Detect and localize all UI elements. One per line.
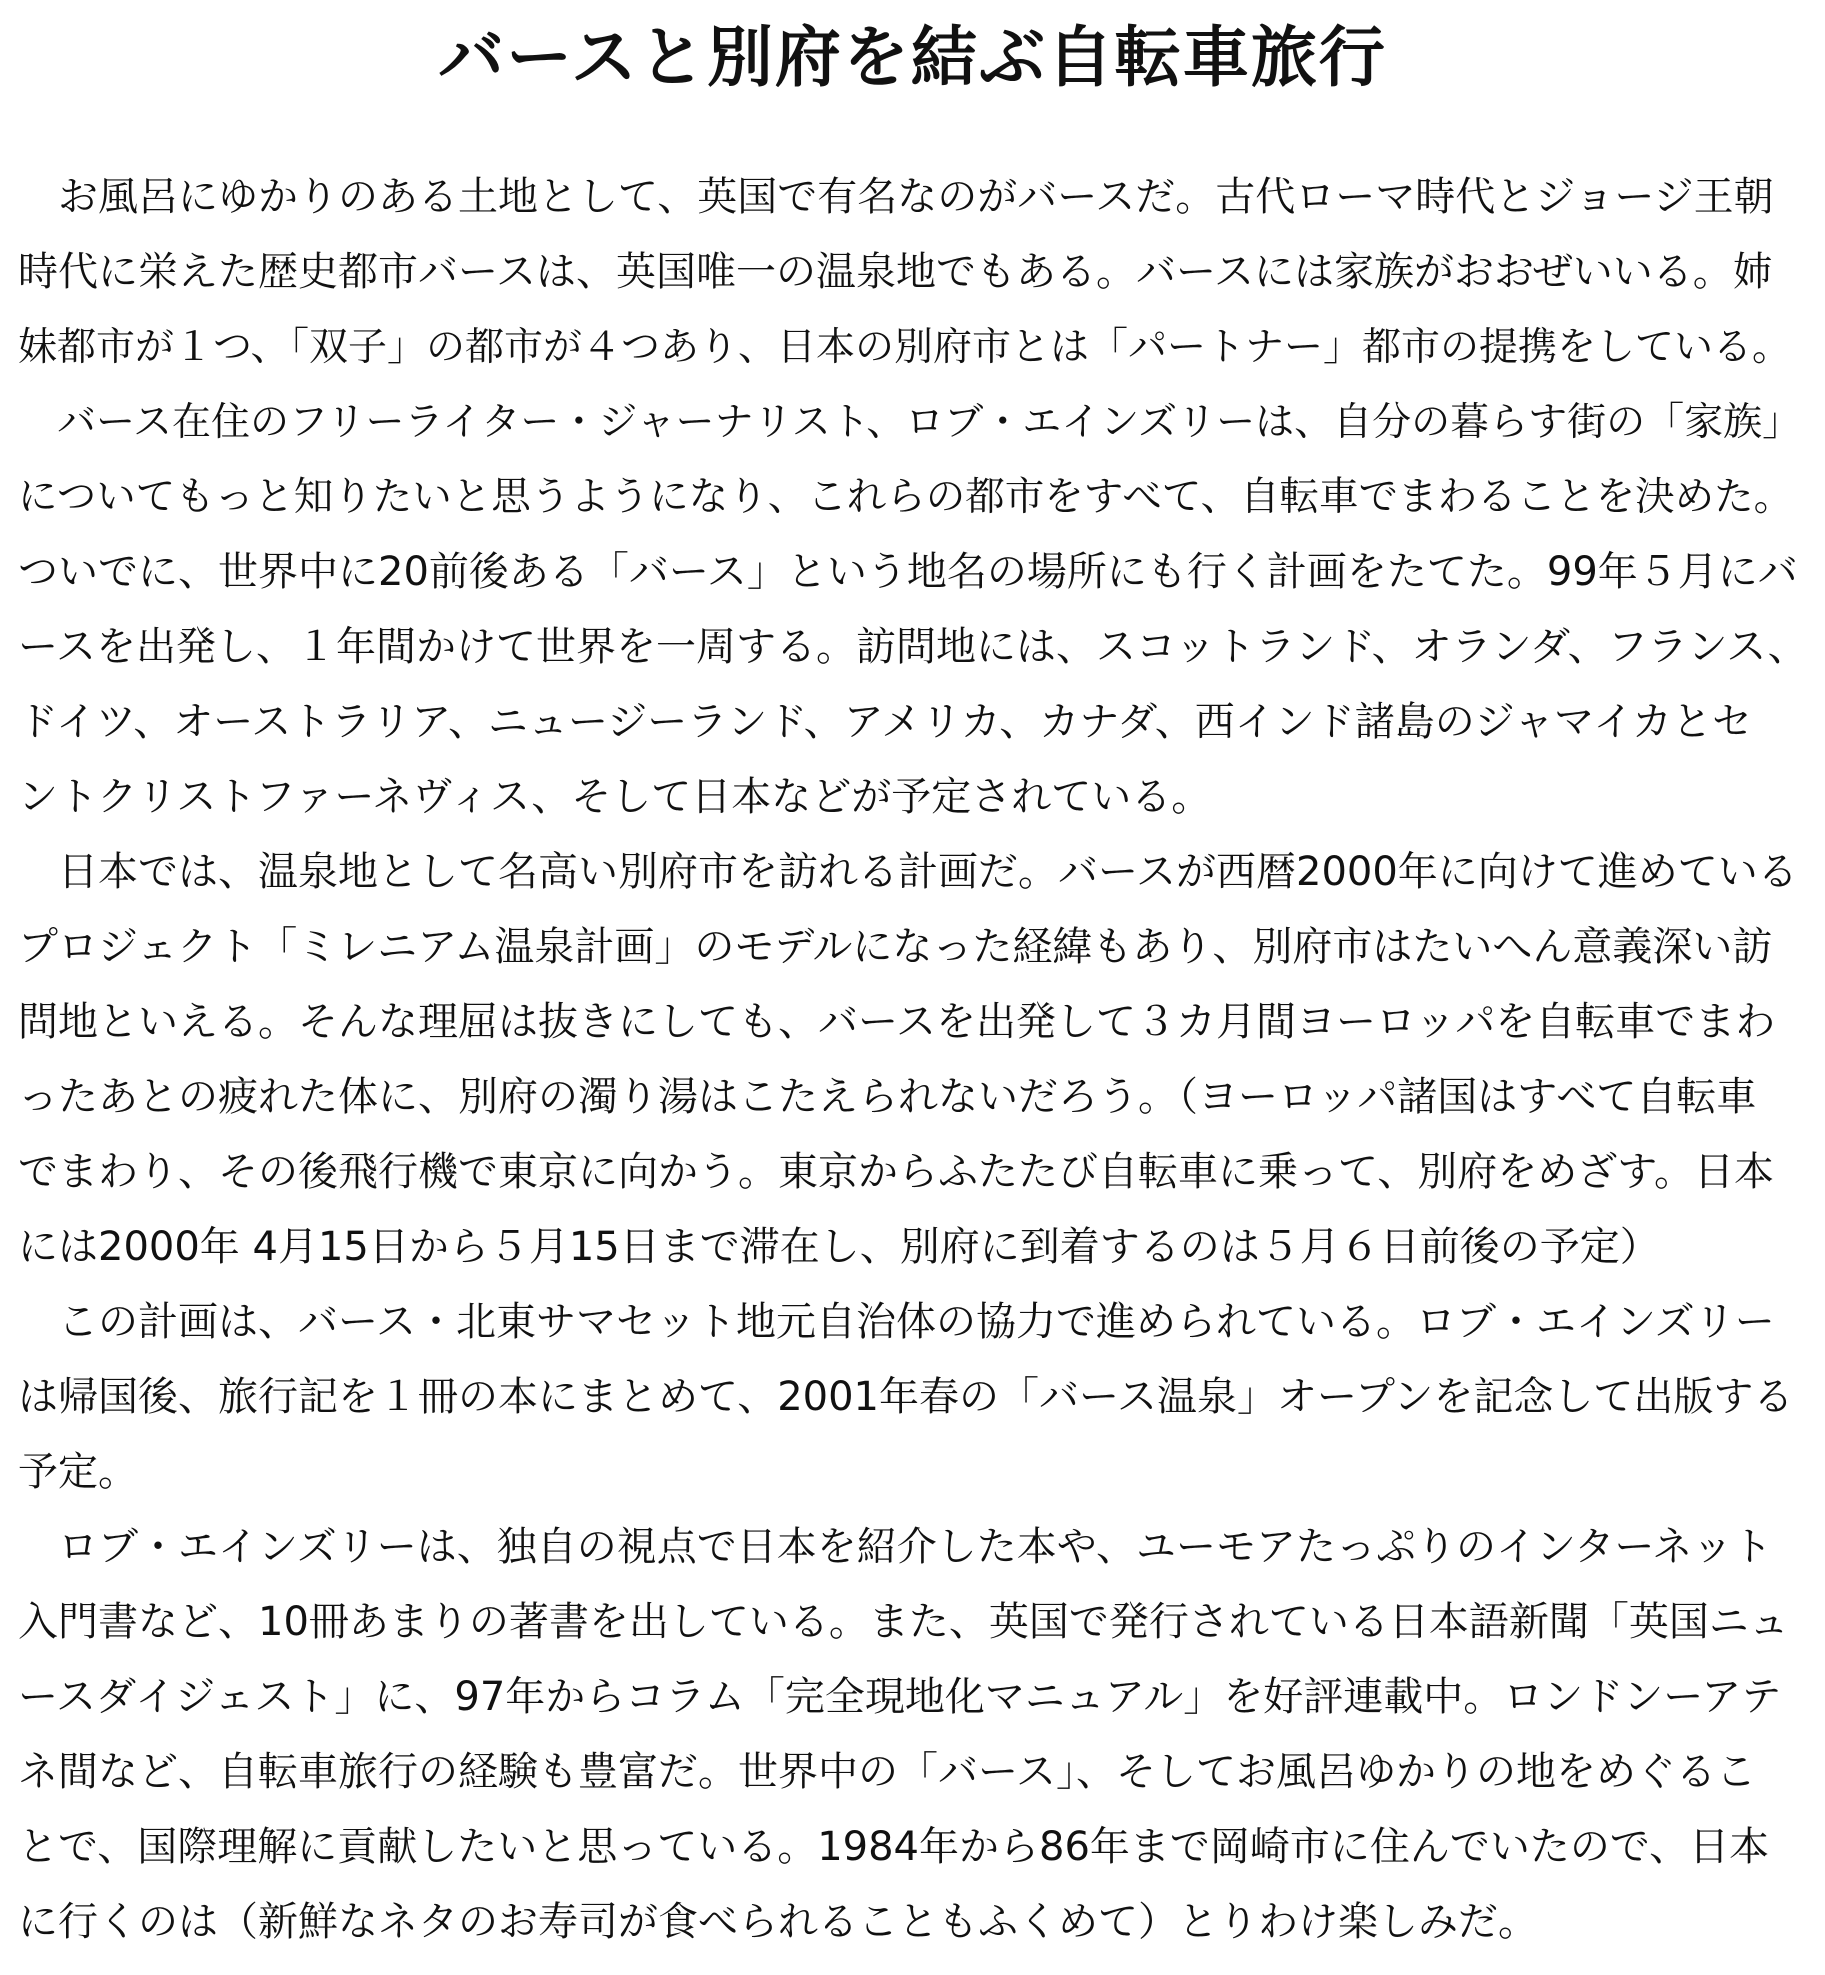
text-line: ースダイジェスト」に、97年からコラム「完全現地化マニュアル」を好評連載中。ロンドンーアテ [18,1674,1782,1720]
text-line: ントクリストファーネヴィス、そして日本などが予定されている。 [18,774,1212,820]
article-body [18,160,1808,1960]
text-line: ドイツ、オーストラリア、ニュージーランド、アメリカ、カナダ、西インド諸島のジャマイカとセ [18,699,1752,745]
text-line: 日本では、温泉地として名高い別府市を訪れる計画だ。バースが西暦2000年に向けて進めている [18,849,1798,895]
text-line: プロジェクト「ミレニアム温泉計画」のモデルになった経緯もあり、別府市はたいへん意義深い訪 [18,924,1773,970]
text-line: に行くのは（新鮮なネタのお寿司が食べられることもふくめて）とりわけ楽しみだ。 [18,1899,1538,1945]
text-line: 問地といえる。そんな理屈は抜きにしても、バースを出発して３カ月間ヨーロッパを自転車でまわ [18,999,1776,1045]
article-title: バースと別府を結ぶ自転車旅行 [438,19,1387,96]
text-line: 時代に栄えた歴史都市バースは、英国唯一の温泉地でもある。バースには家族がおおぜいいる。姉 [18,249,1773,295]
text-line: でまわり、その後飛行機で東京に向かう。東京からふたたび自転車に乗って、別府をめざす。日本 [18,1149,1774,1195]
text-line: ースを出発し、１年間かけて世界を一周する。訪問地には、スコットランド、オランダ、フランス、 [18,624,1808,670]
text-line: この計画は、バース・北東サマセット地元自治体の協力で進められている。ロブ・エインズリー [18,1299,1775,1345]
text-line: 入門書など、10冊あまりの著書を出している。また、英国で発行されている日本語新聞「英国ニュ [18,1599,1789,1645]
text-line: は帰国後、旅行記を１冊の本にまとめて、2001年春の「バース温泉」オープンを記念して出版する [18,1374,1794,1420]
text-line: 妹都市が１つ、「双子」の都市が４つあり、日本の別府市とは「パートナー」都市の提携をしている。 [18,325,1791,370]
text-line: 予定。 [18,1449,138,1495]
text-line: バース在住のフリーライター・ジャーナリスト、ロブ・エインズリーは、自分の暮らす街の「家族」 [18,400,1802,445]
text-line: ネ間など、自転車旅行の経験も豊富だ。世界中の「バース」、そしてお風呂ゆかりの地をめぐるこ [18,1749,1756,1795]
text-line: ロブ・エインズリーは、独自の視点で日本を紹介した本や、ユーモアたっぷりのインターネット [18,1524,1773,1570]
text-line: には2000年 4月15日から５月15日まで滞在し、別府に到着するのは５月６日前後の予定） [18,1224,1660,1270]
text-line: お風呂にゆかりのある土地として、英国で有名なのがバースだ。古代ローマ時代とジョージ王朝 [18,174,1774,220]
text-line: ったあとの疲れた体に、別府の濁り湯はこたえられないだろう。（ヨーロッパ諸国はすべて自転車 [18,1074,1757,1120]
text-line: についてもっと知りたいと思うようになり、これらの都市をすべて、自転車でまわることを決めた。 [18,474,1794,520]
text-line: ついでに、世界中に20前後ある「バース」という地名の場所にも行く計画をたてた。99年５月にバ [18,549,1798,595]
text-line: とで、国際理解に貢献したいと思っている。1984年から86年まで岡崎市に住んでいたので、日本 [18,1824,1770,1870]
